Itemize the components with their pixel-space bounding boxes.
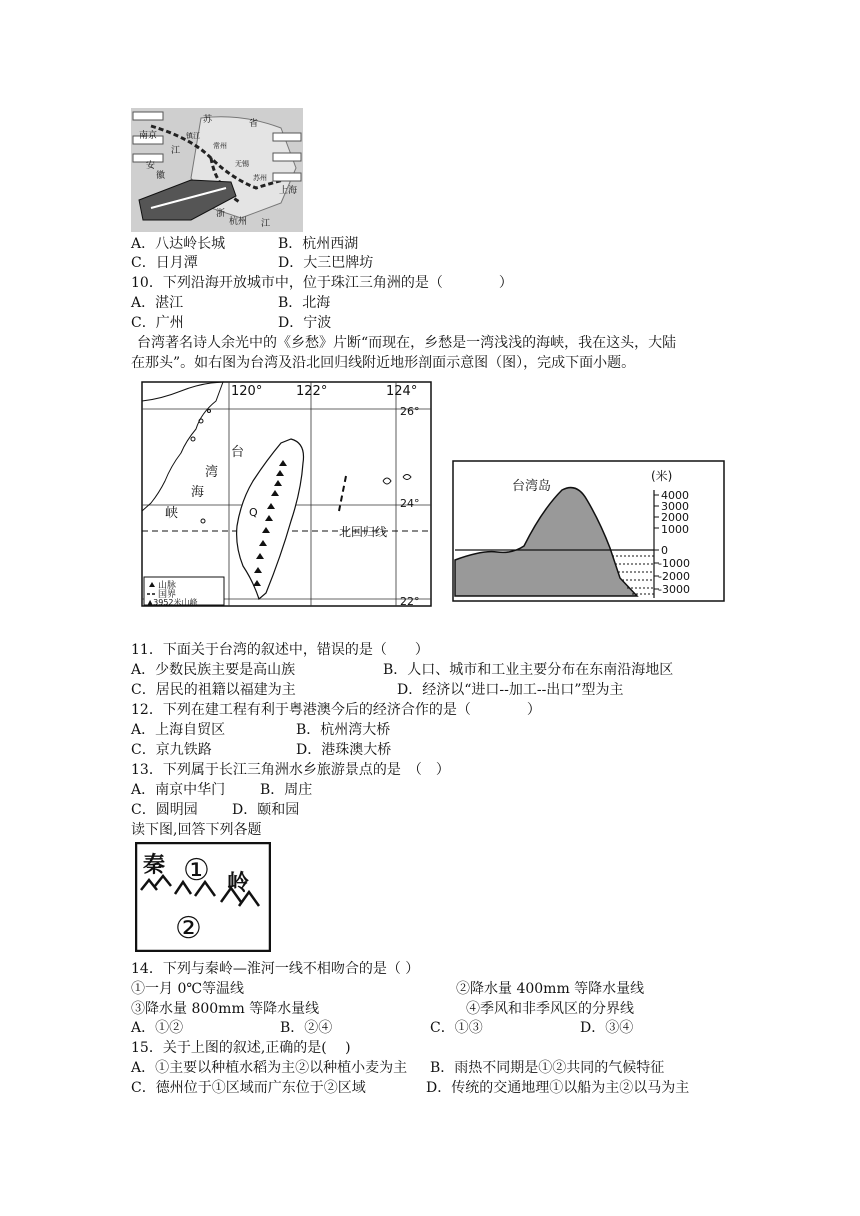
q13-option-a: A．南京中华门 (131, 782, 226, 798)
q9-option-c: C．日月潭 (131, 255, 198, 271)
q10-stem: 10．下列沿海开放城市中，位于珠江三角洲的是（ ） (131, 275, 513, 291)
rail-map-image (131, 108, 303, 232)
region-two-label: ② (175, 911, 202, 946)
q13-option-d: D．颐和园 (232, 802, 300, 818)
lat-24: 24° (400, 497, 420, 510)
tick-1000: 1000 (661, 523, 689, 536)
q9-option-b: B．杭州西湖 (278, 236, 359, 252)
q10-option-d: D．宁波 (278, 315, 332, 331)
rail-label-changzhou: 常州 (213, 142, 227, 150)
q14-statement-3: ③降水量 800mm 等降水量线 (131, 1001, 320, 1017)
tick-neg1000: -1000 (658, 557, 690, 570)
rail-label-nanjing: 南京 (139, 131, 158, 141)
profile-unit: (米) (651, 469, 673, 483)
tick-3000: 3000 (661, 500, 689, 513)
tick-neg3000: -3000 (658, 583, 690, 596)
q14-option-a: A．①② (131, 1020, 184, 1036)
q12-option-c: C．京九铁路 (131, 742, 212, 758)
q14-statement-1: ①一月 0℃等温线 (131, 981, 245, 997)
q11-option-a: A．少数民族主要是高山族 (131, 662, 296, 678)
lon-124: 124° (386, 384, 418, 399)
q14-option-c: C．①③ (430, 1020, 483, 1036)
q15-option-c: C．德州位于①区域而广东位于②区域 (131, 1080, 366, 1096)
strait-char-1: 台 (231, 445, 245, 460)
tick-4000: 4000 (661, 489, 689, 502)
q10-option-b: B．北海 (278, 295, 331, 311)
q10-option-a: A．湛江 (131, 295, 184, 311)
profile-island-label: 台湾岛 (512, 479, 552, 494)
q12-option-b: B．杭州湾大桥 (296, 722, 391, 738)
legend-border: 国界 (158, 590, 177, 600)
terrain-profile-figure (452, 460, 725, 602)
taiwan-map (141, 381, 432, 607)
region-one-label: ① (183, 853, 210, 888)
strait-char-3: 海 (191, 485, 205, 500)
tick-0: 0 (661, 544, 668, 557)
q13-stem: 13．下列属于长江三角洲水乡旅游景点的是 （ ） (131, 762, 450, 778)
passage-line-1: 台湾著名诗人余光中的《乡愁》片断“而现在，乡愁是一湾浅浅的海峡，我在这头，大陆 (137, 335, 677, 351)
read-figure-instruction: 读下图,回答下列各题 (131, 822, 262, 838)
q-point-label: Q (249, 506, 258, 519)
q14-option-b: B．②④ (280, 1020, 333, 1036)
tick-neg2000: -2000 (658, 570, 690, 583)
taiwan-map-figure (141, 381, 432, 607)
strait-char-4: 峡 (165, 506, 179, 521)
lon-122: 122° (296, 384, 328, 399)
terrain-profile (452, 460, 725, 602)
rail-label-zhe: 浙 (216, 209, 226, 219)
q11-stem: 11．下面关于台湾的叙述中，错误的是（ ） (131, 642, 429, 658)
q11-option-b: B．人口、城市和工业主要分布在东南沿海地区 (383, 662, 674, 678)
q9-option-d: D．大三巴牌坊 (278, 255, 374, 271)
qinling-diagram (135, 842, 271, 952)
tick-2000: 2000 (661, 511, 689, 524)
q9-option-a: A．八达岭长城 (131, 236, 226, 252)
legend-mountain: 山脉 (158, 581, 177, 591)
lat-26: 26° (400, 405, 420, 418)
lat-22: 22° (400, 595, 420, 607)
rail-label-suzhou: 苏州 (253, 174, 267, 182)
q15-stem: 15．关于上图的叙述,正确的是( ) (131, 1040, 351, 1056)
rail-label-su: 苏 (203, 115, 213, 125)
q13-option-c: C．圆明园 (131, 802, 198, 818)
strait-char-2: 湾 (205, 465, 219, 480)
qinling-figure (135, 842, 271, 952)
rail-label-hui: 徽 (156, 171, 166, 181)
qinling-char-ling: 岭 (227, 871, 250, 896)
q15-option-b: B．雨热不同期是①②共同的气候特征 (430, 1060, 665, 1076)
legend-peak: ▲3952米山峰 (147, 598, 198, 607)
q12-stem: 12．下列在建工程有利于粤港澳今后的经济合作的是（ ） (131, 702, 541, 718)
rail-label-jiang1: 江 (171, 146, 181, 156)
q12-option-a: A．上海自贸区 (131, 722, 226, 738)
rail-label-hangzhou: 杭州 (229, 217, 248, 227)
q11-option-c: C．居民的祖籍以福建为主 (131, 682, 296, 698)
rail-label-zhenjiang: 镇江 (186, 132, 200, 140)
q14-stem: 14．下列与秦岭—淮河一线不相吻合的是（ ） (131, 961, 420, 977)
q15-option-d: D．传统的交通地理①以船为主②以马为主 (426, 1080, 690, 1096)
q10-option-c: C．广州 (131, 315, 184, 331)
q13-option-b: B．周庄 (260, 782, 313, 798)
qinling-char-qin: 秦 (143, 853, 166, 878)
rail-label-jiang2: 江 (261, 219, 271, 229)
rail-label-sheng: 省 (249, 119, 259, 129)
rail-label-an: 安 (146, 161, 156, 171)
rail-label-shanghai: 上海 (279, 186, 298, 196)
passage-line-2: 在那头”。如右图为台湾及沿北回归线附近地形剖面示意图（图），完成下面小题。 (131, 355, 636, 371)
tropic-label: 北回归线 (339, 525, 388, 539)
q14-statement-2: ②降水量 400mm 等降水量线 (456, 981, 645, 997)
q15-option-a: A．①主要以种植水稻为主②以种植小麦为主 (131, 1060, 408, 1076)
q14-option-d: D．③④ (580, 1020, 634, 1036)
q14-statement-4: ④季风和非季风区的分界线 (466, 1001, 634, 1017)
q12-option-d: D．港珠澳大桥 (296, 742, 392, 758)
rail-label-wuxi: 无锡 (235, 160, 249, 168)
q11-option-d: D．经济以“进口--加工--出口”型为主 (397, 682, 624, 698)
rail-map-figure (131, 108, 303, 232)
lon-120: 120° (231, 384, 263, 399)
